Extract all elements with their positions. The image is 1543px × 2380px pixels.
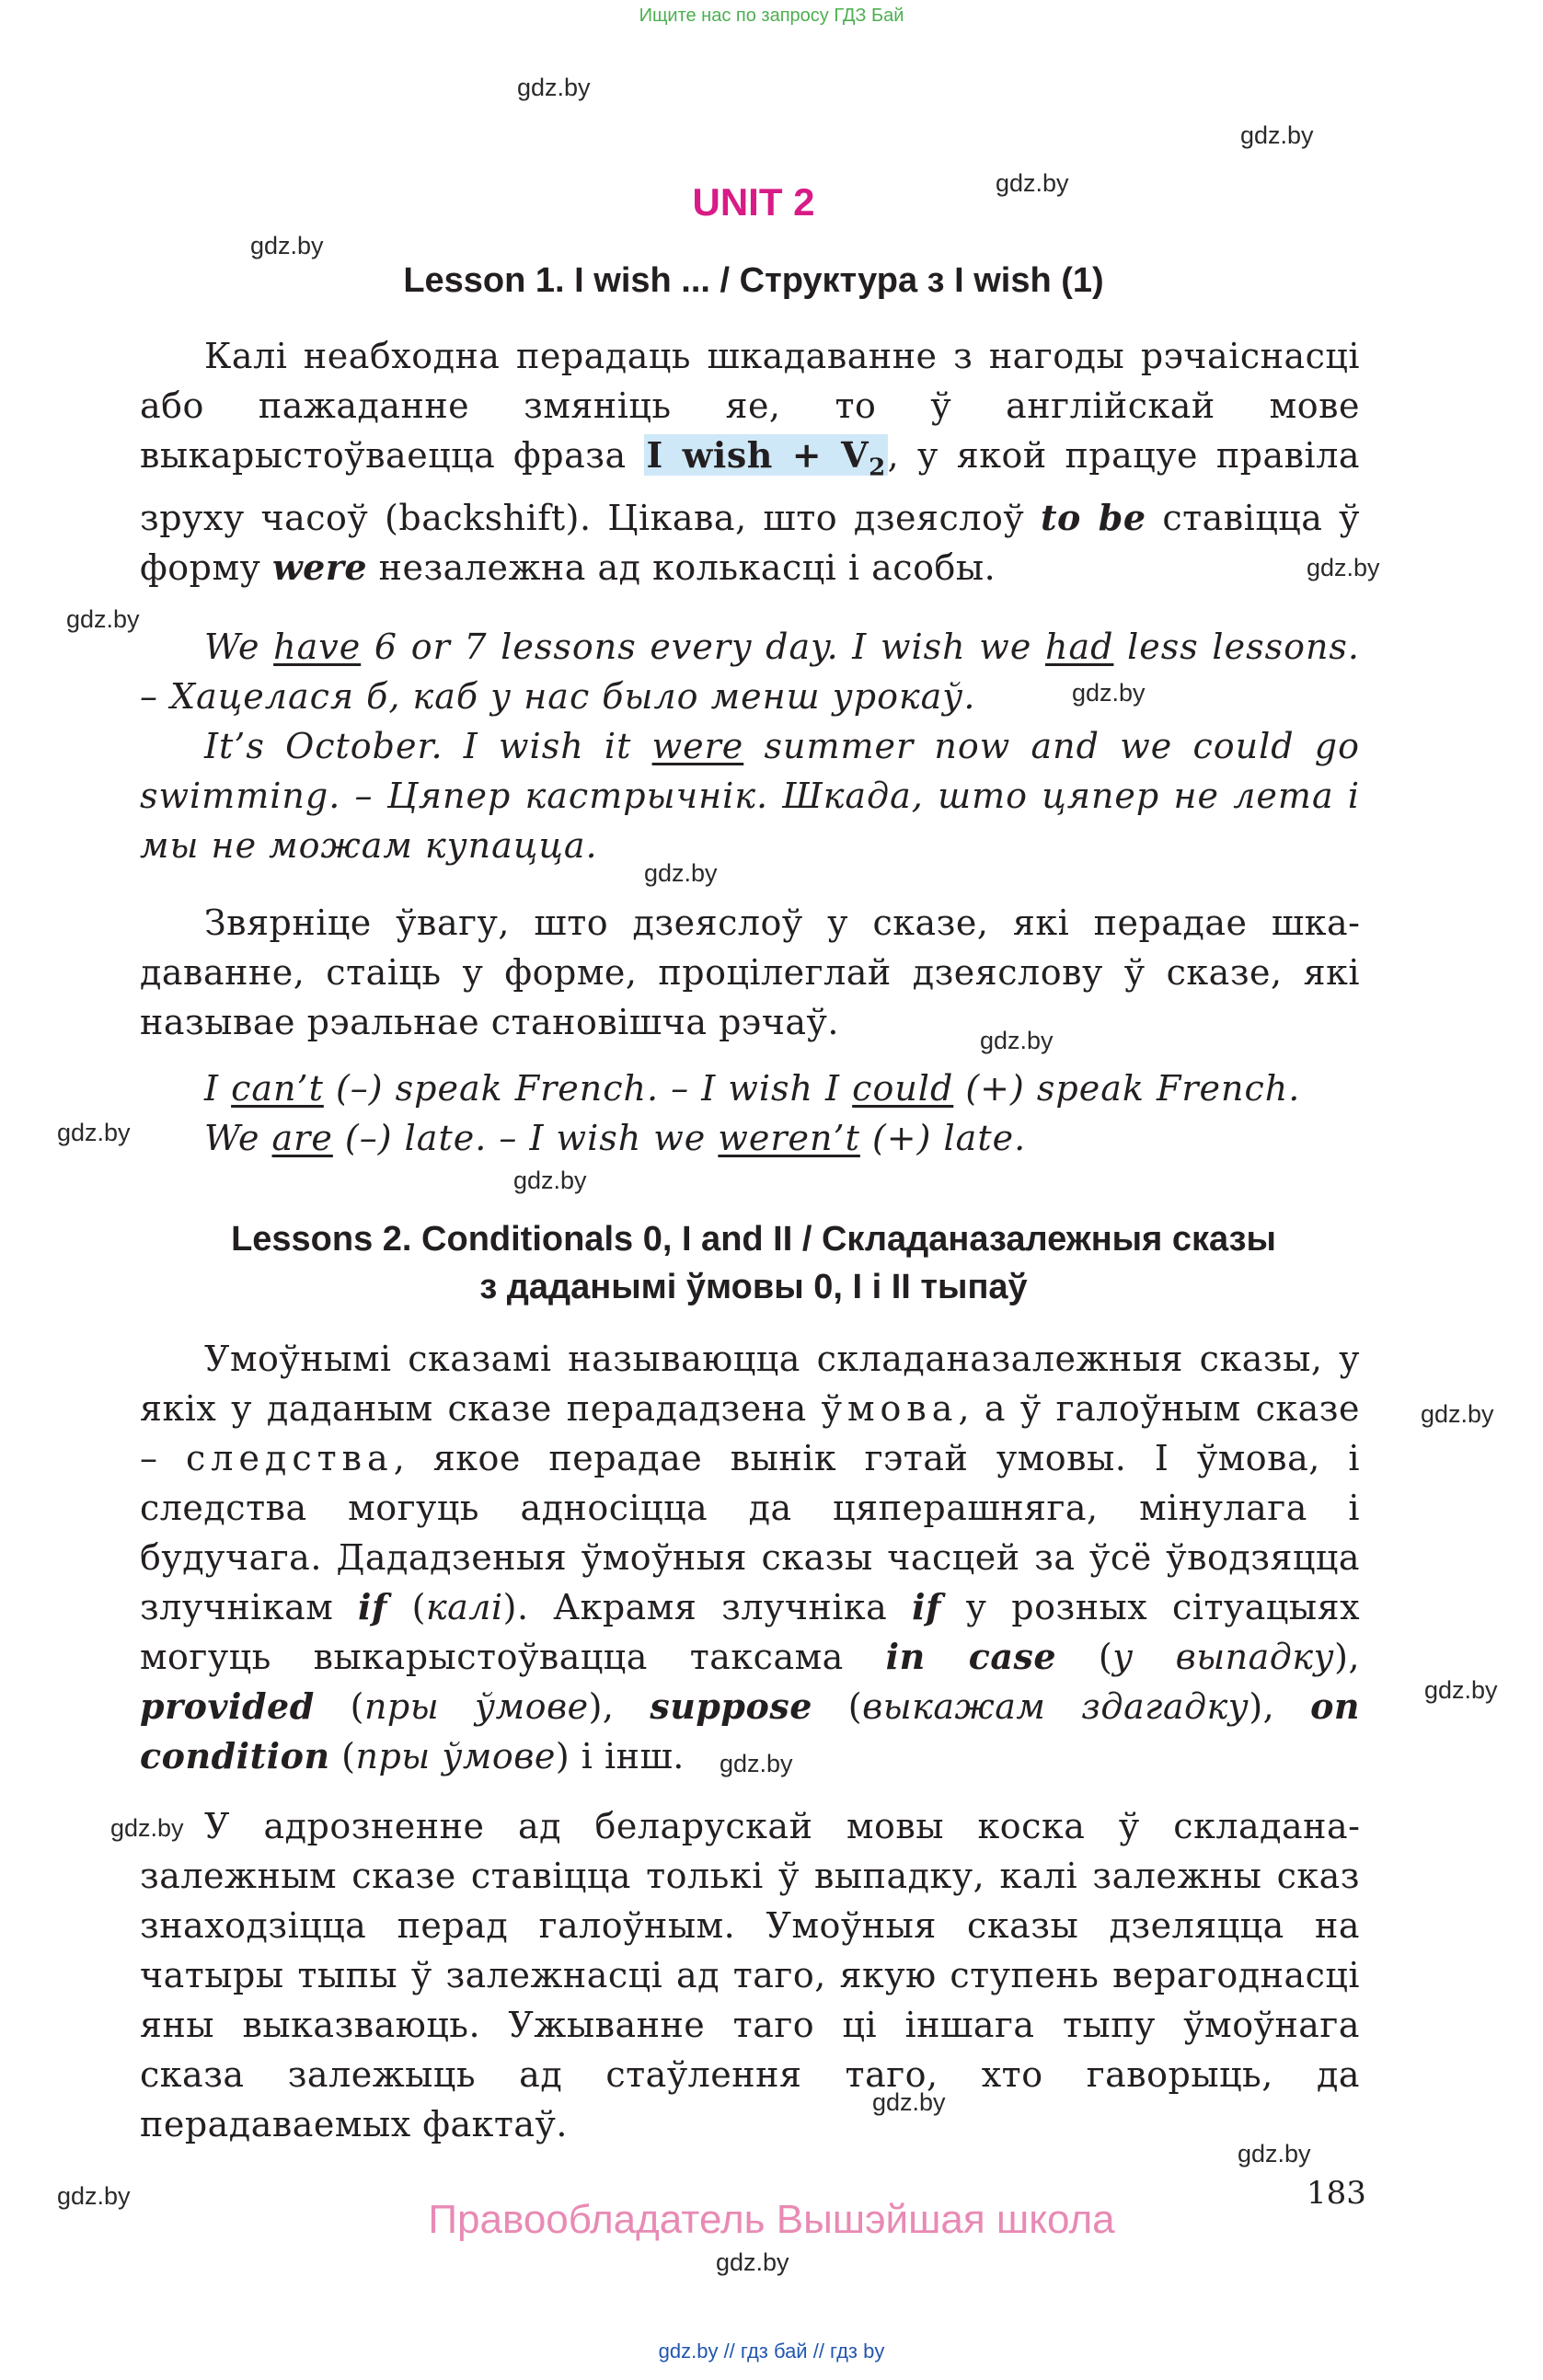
lesson2-heading-line1: Lessons 2. Conditionals 0, I and II / Складаназалежныя сказы bbox=[231, 1220, 1276, 1259]
watermark: gdz.by bbox=[1307, 554, 1380, 581]
watermark: gdz.by bbox=[57, 2182, 131, 2210]
lesson2-paragraph-1: Умоўнымі сказамі называюцца складаназалежныя сказы, у якіх у даданым сказе перададзена ўмова, а ў галоўным сказе – следства, якое перадае вынік гэтай умовы. І ўмова, і следства могуць адносіцца да цяперашняга, мінулага і будучага. Дададзеныя ўмоўныя сказы часцей за ўсё ўводзяцца злучнікам if (калі). Акрамя злучніка if у розных сітуацыях могуць выкарыстоўвацца таксама in case (у выпадку), provided (пры ўмове), suppose (выкажам здагадку), on condition (пры ўмове) і інш. bbox=[140, 1339, 1361, 1776]
lesson1-paragraph-1: Калі неабходна перадаць шкадаванне з нагоды рэчаіснасці або пажаданне змяніць яе, то ў англійскай мове выкарыстоўваецца фраза I wish + $V_2$, у якой працуе правіла зруху часоў (backshift). Цікава, што дзеяслоў to be ставіцца ў форму were незалежна ад колькасці і асобы. bbox=[140, 336, 1361, 588]
watermark: gdz.by bbox=[980, 1027, 1054, 1054]
unit-title: UNIT 2 bbox=[692, 180, 815, 224]
example-2: It’s October. I wish it were summer now and we could go swimming. – Цяпер кастрычнік. Шкада, што цяпер не лета і мы не можам купацца. bbox=[140, 726, 1360, 866]
watermark: gdz.by bbox=[66, 605, 140, 633]
watermark: gdz.by bbox=[517, 74, 591, 101]
watermark: gdz.by bbox=[1424, 1676, 1498, 1704]
watermark: gdz.by bbox=[1072, 679, 1146, 707]
example-1: We have 6 or 7 lessons every day. I wish we had less lessons. – Хацелася б, каб у нас было менш урокаў. bbox=[140, 627, 1360, 717]
lesson1-heading: Lesson 1. I wish ... / Структура з I wish (1) bbox=[403, 261, 1104, 300]
watermark: gdz.by bbox=[57, 1119, 131, 1146]
copyright-owner: Правообладатель Вышэйшая школа bbox=[428, 2197, 1115, 2242]
watermark: gdz.by bbox=[872, 2088, 946, 2116]
watermark: gdz.by bbox=[1238, 2140, 1311, 2167]
lesson2-paragraph-2: У адрозненне ад беларускай мовы коска ў складаназалежным сказе ставіцца толькі ў выпадку, калі залежны сказ знаходзіцца перад галоўным. Умоўныя сказы дзеляцца на чатыры тыпы ў залежнасці ад таго, якую ступень верагоднасці яны выказваюць. Ужыванне таго ці іншага тыпу ўмоўнага сказа залежыць ад стаўлення таго, хто гаворыць, да перадаваемых фактаў. bbox=[140, 1806, 1360, 2144]
lesson1-paragraph-2: Звярніце ўвагу, што дзеяслоў у сказе, які перадае шкадаванне, стаіць у форме, процілеглай дзеяслову ў сказе, які называе рэальнае становішча рэчаў. bbox=[140, 903, 1360, 1042]
watermark: gdz.by bbox=[720, 1750, 793, 1777]
example-4: We are (–) late. – I wish we weren’t (+) late. bbox=[204, 1118, 1027, 1158]
watermark: gdz.by bbox=[644, 859, 718, 887]
watermark: gdz.by bbox=[250, 232, 324, 259]
footer-links: gdz.by // гдз бай // гдз by bbox=[658, 2340, 885, 2363]
watermark: gdz.by bbox=[996, 169, 1069, 197]
watermark: gdz.by bbox=[513, 1167, 587, 1194]
watermark: gdz.by bbox=[1421, 1400, 1494, 1428]
top-banner: Ищите нас по запросу ГДЗ Бай bbox=[639, 6, 904, 26]
watermark: gdz.by bbox=[1240, 121, 1314, 149]
watermark: gdz.by bbox=[110, 1814, 184, 1842]
formula-highlight: I wish + $V_2$ bbox=[646, 434, 886, 482]
example-3: I can’t (–) speak French. – I wish I could (+) speak French. bbox=[204, 1068, 1301, 1109]
page-number: 183 bbox=[1307, 2175, 1366, 2212]
lesson2-heading-line2: з даданымі ўмовы 0, I і II тыпаў bbox=[479, 1268, 1028, 1306]
watermark: gdz.by bbox=[716, 2248, 789, 2276]
